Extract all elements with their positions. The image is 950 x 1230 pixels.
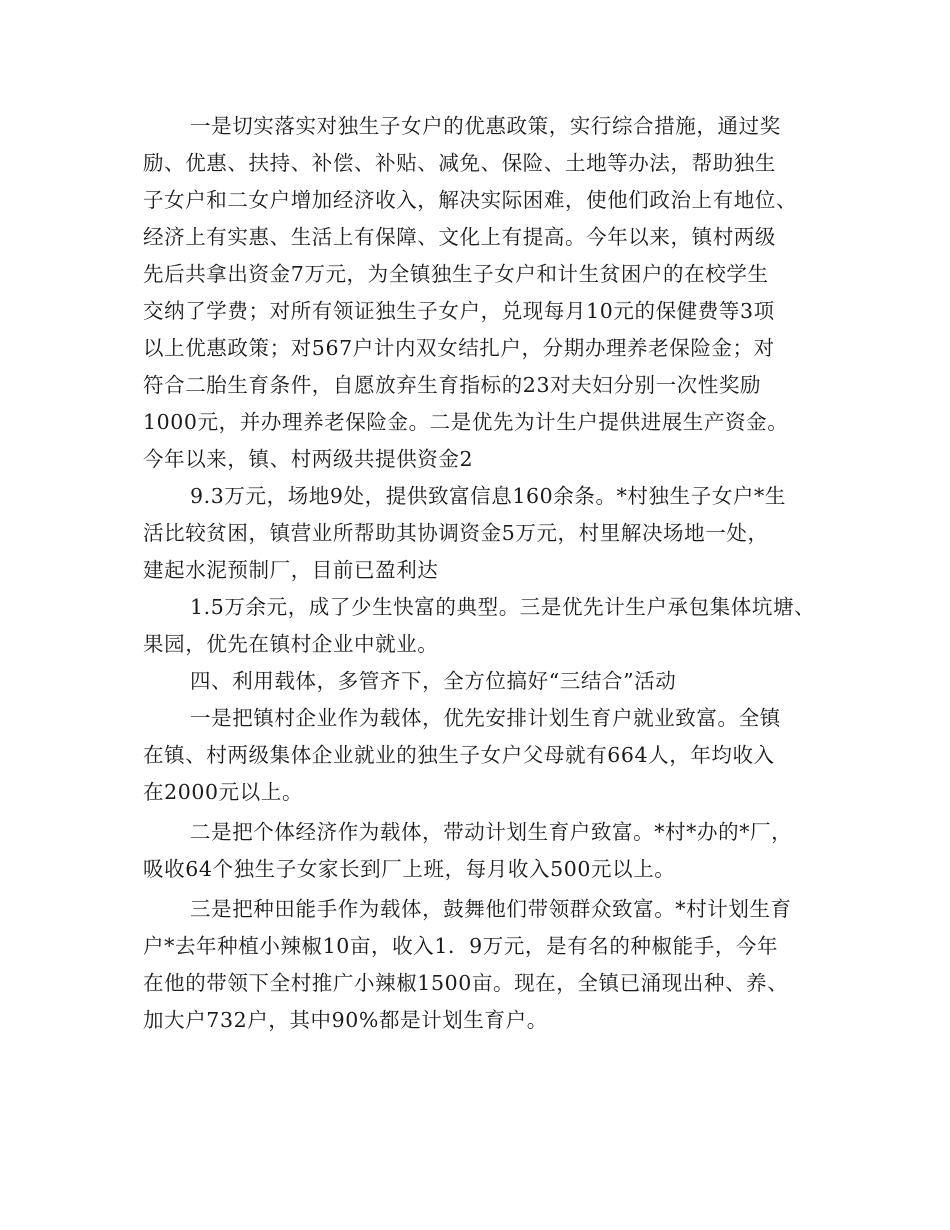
- text-line: 经济上有实惠、生活上有保障、文化上有提高。今年以来，镇村两级: [143, 225, 776, 249]
- text-line: 加大户732户，其中90%都是计划生育户。: [143, 1008, 548, 1032]
- text-line: 一是把镇村企业作为载体，优先安排计划生育户就业致富。全镇: [190, 706, 781, 730]
- text-line: 以上优惠政策；对567户计内双女结扎户，分期办理养老保险金；对: [143, 336, 775, 360]
- text-line: 在镇、村两级集体企业就业的独生子女户父母就有664人，年均收入: [143, 743, 775, 767]
- text-line: 子女户和二女户增加经济收入，解决实际困难，使他们政治上有地位、: [143, 188, 798, 212]
- text-line: 建起水泥预制厂，目前已盈利达: [143, 558, 439, 582]
- text-line: 在他的带领下全村推广小辣椒1500亩。现在，全镇已涌现出种、养、: [143, 971, 789, 995]
- text-line: 9.3万元，场地9处，提供致富信息160余条。*村独生子女户*生: [190, 484, 786, 508]
- text-line: 交纳了学费；对所有领证独生子女户，兑现每月10元的保健费等3项: [143, 299, 775, 323]
- text-line: 果园，优先在镇村企业中就业。: [143, 632, 439, 656]
- text-line: 先后共拿出资金7万元，为全镇独生子女户和计生贫困户的在校学生: [143, 262, 769, 286]
- text-line: 符合二胎生育条件，自愿放弃生育指标的23对夫妇分别一次性奖励: [143, 373, 762, 397]
- text-line: 户*去年种植小辣椒10亩，收入1．9万元，是有名的种椒能手，今年: [143, 934, 779, 958]
- text-line: 吸收64个独生子女家长到厂上班，每月收入500元以上。: [143, 857, 676, 881]
- text-line: 励、优惠、扶持、补偿、补贴、减免、保险、土地等办法，帮助独生: [143, 151, 776, 175]
- text-line: 三是把种田能手作为载体，鼓舞他们带领群众致富。*村计划生育: [190, 897, 792, 921]
- text-line: 在2000元以上。: [143, 780, 304, 804]
- text-line: 今年以来，镇、村两级共提供资金2: [143, 447, 474, 471]
- section-heading: 四、利用载体，多管齐下，全方位搞好“三结合”活动: [190, 669, 677, 693]
- text-line: 一是切实落实对独生子女户的优惠政策，实行综合措施，通过奖: [190, 114, 781, 138]
- text-line: 1.5万余元，成了少生快富的典型。三是优先计生户承包集体坑塘、: [190, 595, 816, 619]
- text-line: 1000元，并办理养老保险金。二是优先为计生户提供进展生产资金。: [143, 410, 789, 434]
- text-line: 活比较贫困，镇营业所帮助其协调资金5万元，村里解决场地一处，: [143, 521, 769, 545]
- text-line: 二是把个体经济作为载体，带动计划生育户致富。*村*办的*厂，: [190, 820, 793, 844]
